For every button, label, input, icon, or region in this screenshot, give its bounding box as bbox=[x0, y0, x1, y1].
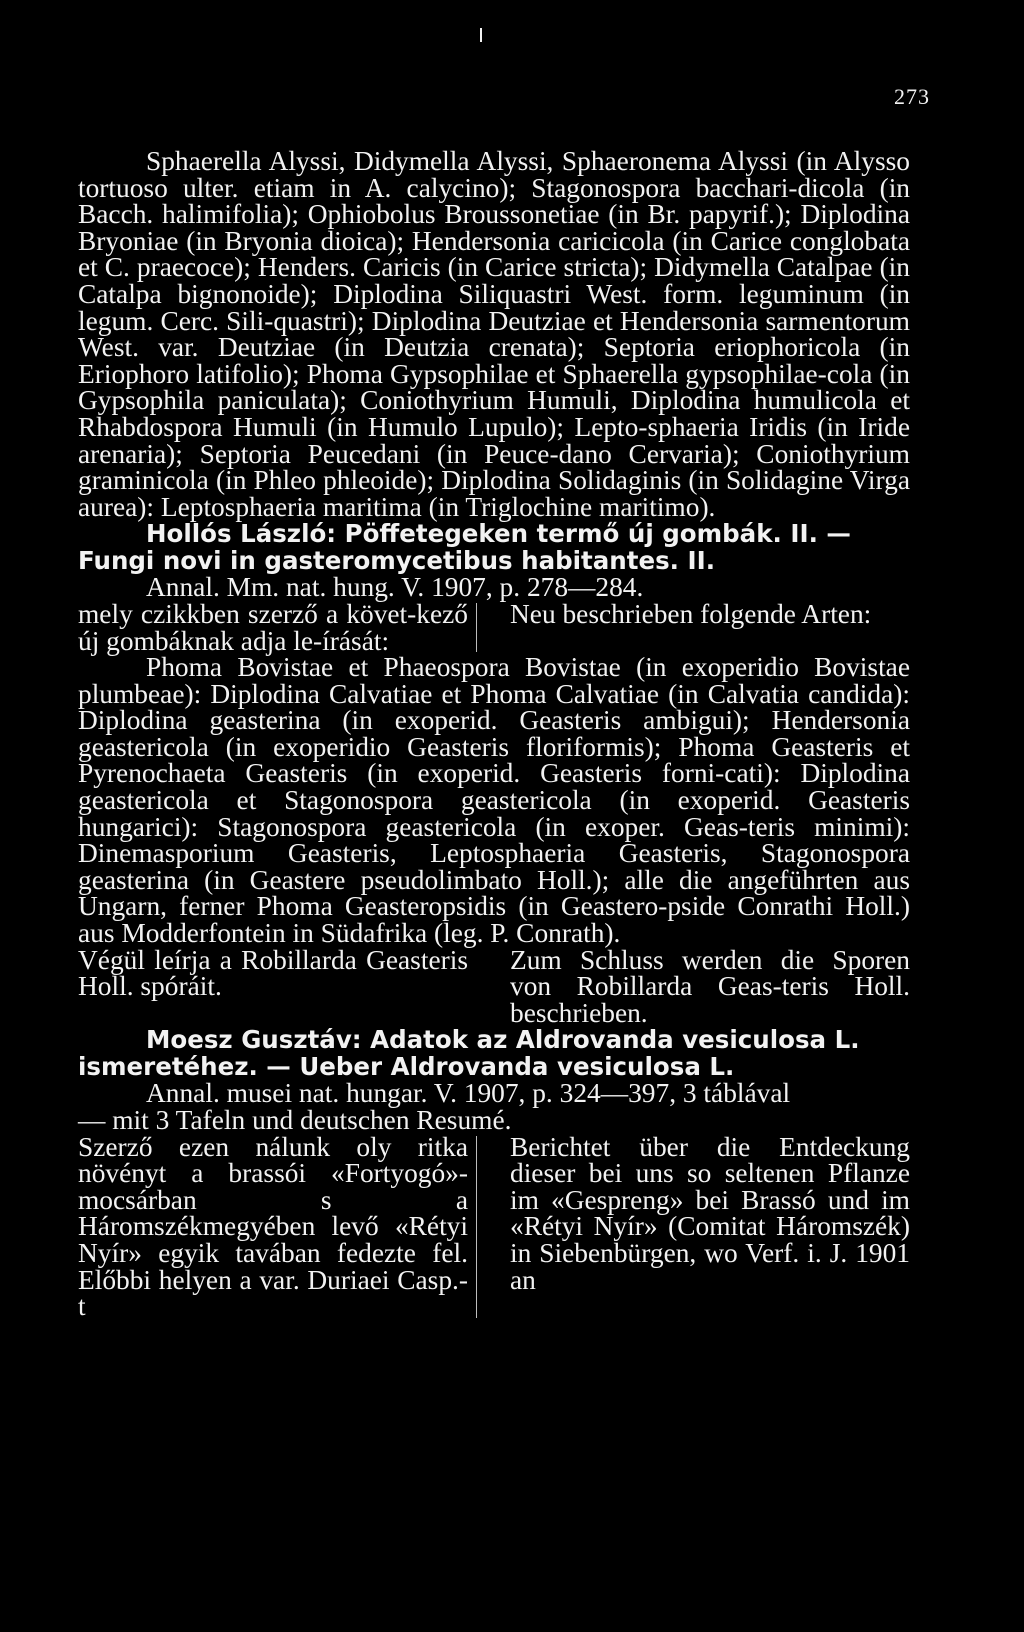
article-reference-hollos: Annal. Mm. nat. hung. V. 1907, p. 278—284. bbox=[146, 572, 644, 603]
gasteromycetes-species-paragraph: Phoma Bovistae et Phaeospora Bovistae (in exoperidio Bovistae plumbeae): Diplodina Calvatiae et Phoma Calvatiae (in Calvatia candida): Diplodina geasterina (in exoperid. Geasteris ambigui); Hendersonia geastericola (in exoperidio Geasteris floriformis); Phoma Geasteris et Pyrenochaeta Geasteris (in exoperid. Geasteris forni-cati): Diplodina geastericola et Stagonospora geastericola (in exoperid. Geasteris hungarici): Stagonospora geastericola (in exoper. Geas-teris minimi): Dinemasporium Geasteris, Leptosphaeria Geasteris, Stagonospora geasterina (in Geastere pseudolimbato Holl.); alle die angeführten aus Ungarn, ferner Phoma Geasteropsidis (in Geastero-pside Conrathi Holl.) aus Modderfontein in Südafrika (leg. P. Conrath). bbox=[78, 652, 910, 949]
article-heading-hollos-line2: Fungi novi in gasteromycetibus habitantes. II. bbox=[78, 546, 716, 576]
column-divider bbox=[476, 603, 477, 652]
bilingual-section-1 bbox=[78, 598, 910, 656]
page-number: 273 bbox=[894, 84, 930, 109]
column-divider bbox=[476, 1136, 477, 1318]
hungarian-column-1: mely czikkben szerző a követ-kező új gombáknak adja le-írását: bbox=[78, 598, 468, 656]
hungarian-column-3: Szerző ezen nálunk oly ritka növényt a brassói «Fortyogó»-mocsárban s a Háromszékmegyében levő «Rétyi Nyír» egyik tavában fedezte fel. Előbbi helyen a var. Duriaei Casp.-t bbox=[78, 1131, 468, 1322]
article-reference-moesz-line1: Annal. musei nat. hungar. V. 1907, p. 324—397, 3 táblával bbox=[146, 1078, 791, 1109]
bilingual-section-3 bbox=[78, 1131, 910, 1322]
page-body bbox=[78, 148, 910, 1320]
species-list-paragraph: Sphaerella Alyssi, Didymella Alyssi, Sphaeronema Alyssi (in Alysso tortuoso ulter. etiam in A. calycino); Stagonospora bacchari-dicola (in Bacch. halimifolia); Ophiobolus Broussonetiae (in Br. papyrif.); Diplodina Bryoniae (in Bryonia dioica); Hendersonia caricicola (in Carice conglobata et C. praecoce); Henders. Caricis (in Carice stricta); Didymella Catalpae (in Catalpa bignonoide); Diplodina Siliquastri West. form. leguminum (in legum. Cerc. Sili-quastri); Diplodina Deutziae et Hendersonia sarmentorum West. var. Deutziae (in Deutzia crenata); Septoria eriophoricola (in Eriophoro latifolio); Phoma Gypsophilae et Sphaerella gypsophilae-cola (in Gypsophila paniculata); Coniothyrium Humuli, Diplodina humulicola et Rhabdospora Humuli (in Humulo Lupulo); Lepto-sphaeria Iridis (in Iride arenaria); Septoria Peucedani (in Peuce-dano Cervaria); Coniothyrium graminicola (in Phleo phleoide); Diplodina Solidaginis (in Solidagine Virga aurea): Leptosphaeria maritima (in Triglochine maritimo). bbox=[78, 146, 910, 522]
top-margin-mark bbox=[480, 28, 482, 42]
hungarian-column-2: Végül leírja a Robillarda Geasteris Holl. spóráit. bbox=[78, 944, 468, 1002]
bilingual-section-2 bbox=[78, 944, 910, 1028]
article-heading-moesz-line1: Moesz Gusztáv: Adatok az Aldrovanda vesiculosa L. bbox=[146, 1025, 860, 1055]
article-heading-hollos-line1: Hollós László: Pöffetegeken termő új gombák. II. — bbox=[146, 519, 851, 549]
article-reference-moesz-line2: — mit 3 Tafeln und deutschen Resumé. bbox=[78, 1105, 512, 1135]
german-column-1: Neu beschrieben folgende Arten: bbox=[510, 598, 872, 629]
german-column-3: Berichtet über die Entdeckung dieser bei uns so seltenen Pflanze im «Gespreng» bei Brassó und im «Rétyi Nyír» (Comitat Háromszék) in Siebenbürgen, wo Verf. i. J. 1901 an bbox=[510, 1131, 910, 1295]
german-column-2: Zum Schluss werden die Sporen von Robillarda Geas-teris Holl. beschrieben. bbox=[510, 944, 910, 1028]
article-heading-moesz-line2: ismeretéhez. — Ueber Aldrovanda vesiculosa L. bbox=[78, 1052, 735, 1082]
